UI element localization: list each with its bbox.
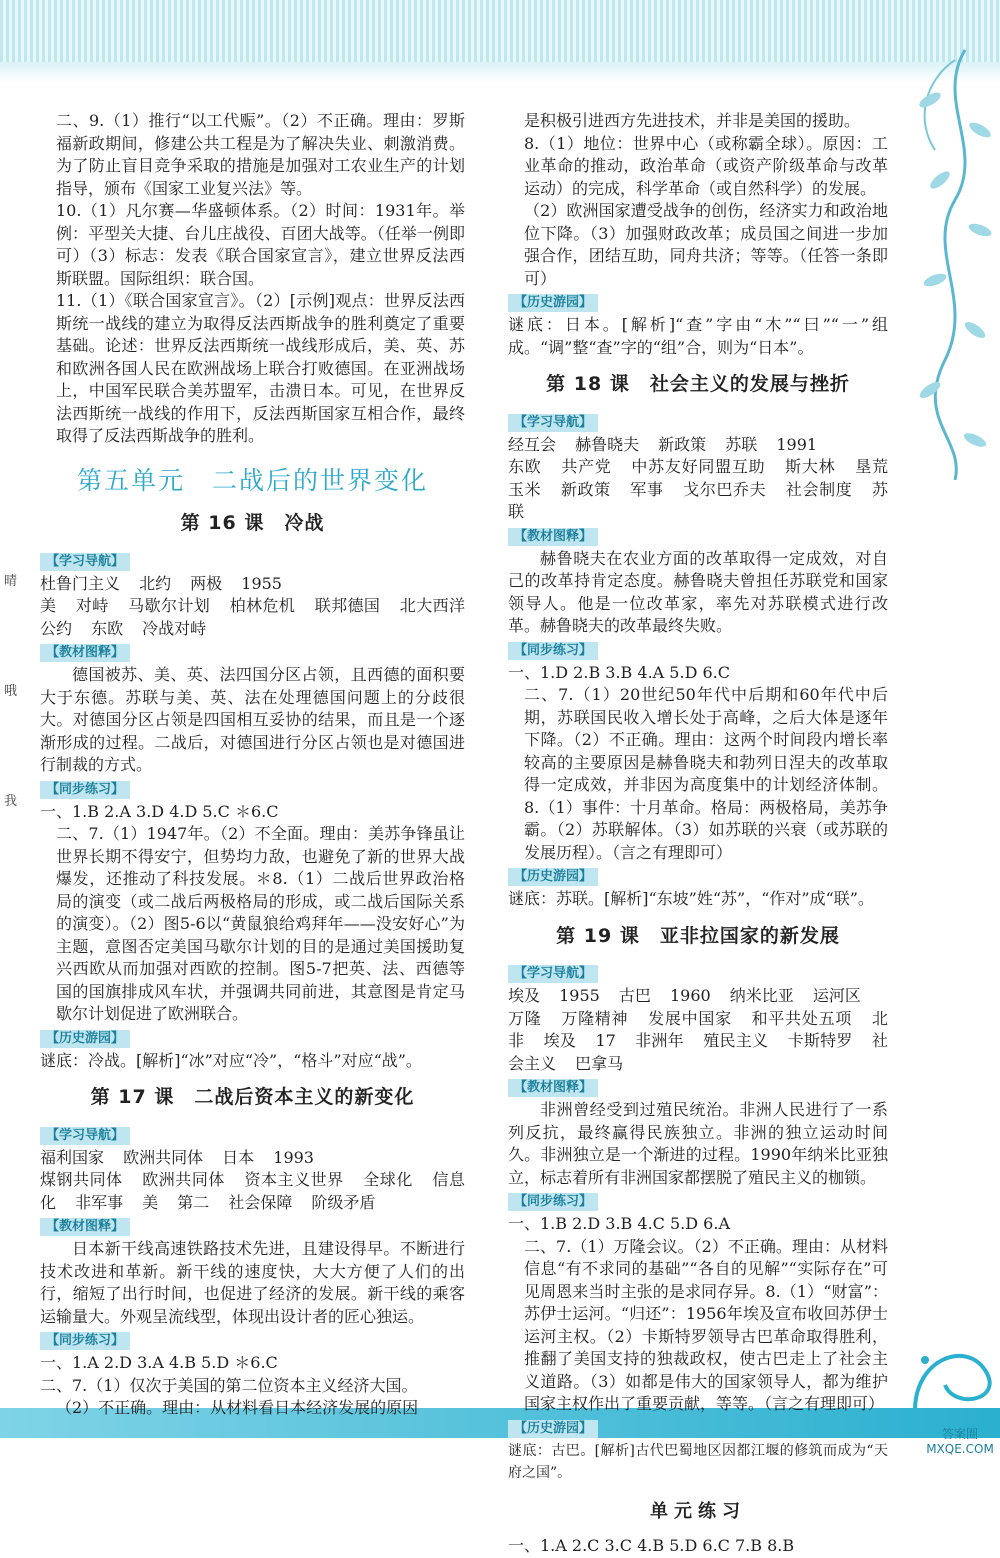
practice-answers: 一、1.D 2.B 3.B 4.A 5.D 6.C (508, 662, 730, 682)
section-tag: 【同步练习】 (40, 1332, 130, 1350)
riddle-answer: 谜底：冷战。[解析]“冰”对应“冷”，“格斗”对应“战”。 (40, 1050, 422, 1070)
margin-mark: 我 (4, 794, 18, 809)
section-tag: 【同步练习】 (40, 781, 130, 799)
lesson-18-title: 第 18 课 社会主义的发展与挫折 (546, 373, 850, 395)
top-band-fade (0, 62, 1000, 82)
keywords: 杜鲁门主义 北约 两极 1955 (40, 573, 282, 593)
lesson-17-title: 第 17 课 二战后资本主义的新变化 (90, 1086, 415, 1108)
margin-mark: 晴 (4, 574, 18, 589)
left-column (40, 110, 465, 1420)
riddle-answer: 谜底：古巴。[解析]古代巴蜀地区因都江堰的修筑而成为“天府之国”。 (508, 1442, 888, 1481)
practice-answers: 二、7.（1）仅次于美国的第二位资本主义经济大国。 (40, 1375, 418, 1395)
vine-decoration-icon (895, 40, 995, 480)
section-tag: 【教材图释】 (508, 528, 598, 546)
corner-swirl-icon (905, 1330, 1000, 1420)
section-tag: 【学习导航】 (508, 414, 598, 432)
watermark: 答案圈 MXQE.COM (926, 1427, 994, 1456)
riddle-answer: 谜底：苏联。[解析]“东坡”姓“苏”，“作对”成“联”。 (508, 889, 874, 908)
practice-answers: 一、1.B 2.D 3.B 4.C 5.D 6.A (508, 1214, 730, 1233)
lesson-19-title: 第 19 课 亚非拉国家的新发展 (556, 924, 840, 947)
section-tag: 【历史游园】 (40, 1030, 130, 1048)
keywords: 煤钢共同体 欧洲共同体 资本主义世界 全球化 信息化 非军事 美 第二 社会保障 阶级矛盾 (40, 1170, 465, 1212)
unit-practice-title: 单元练习 (650, 1500, 746, 1522)
section-tag: 【学习导航】 (40, 553, 130, 571)
section-tag: 【教材图释】 (40, 644, 130, 662)
answer-ex2-9: 二、9.（1）推行“以工代赈”。（2）不正确。理由：罗斯福新政期间，修建公共工程是为了解决失业、刺激消费。为了防止盲目竞争采取的措施是加强对工农业生产的计划指导，颁布《国家工业复兴法》等。 (56, 111, 465, 198)
practice-answers: 一、1.B 2.A 3.D 4.D 5.C ＊6.C (40, 801, 279, 821)
figure-explanation: 非洲曾经受到过殖民统治。非洲人民进行了一系列反抗，最终赢得民族独立。非洲的独立运动时间久。非洲独立是一个渐进的过程。1990年纳米比亚独立，标志着所有非洲国家都摆脱了殖民主义的枷锁。 (508, 1100, 888, 1187)
section-tag: 【教材图释】 (508, 1079, 598, 1097)
keywords: 万隆 万隆精神 发展中国家 和平共处五项 北非 埃及 17 非洲年 殖民主义 卡斯特罗 社会主义 巴拿马 (508, 1008, 888, 1073)
keywords: 经互会 赫鲁晓夫 新政策 苏联 1991 (508, 434, 818, 454)
figure-explanation: 日本新干线高速铁路技术先进，且建设得早。不断进行技术改进和革新。新干线的速度快，大大方便了人们的出行，缩短了出行时间，也促进了经济的发展。新干线的乘客运输量大。外观呈流线型，体现出设计者的匠心独运。 (40, 1239, 465, 1326)
practice-answers: 二、7.（1）万隆会议。（2）不正确。理由：从材料信息“有不求同的基础”“各自的见解”“实际存在”可见周恩来当时主张的是求同存异。8.（1）“财富”：苏伊士运河。“归还”：1956年埃及宣布收回苏伊士运河主权。（2）卡斯特罗领导古巴革命取得胜利，推翻了美国支持的独裁政权，使古巴走上了社会主义道路。（3）如都是伟大的国家领导人，都为维护国家主权作出了重要贡献，等等。（言之有理即可） (524, 1236, 888, 1413)
right-column (508, 110, 888, 1558)
figure-explanation: 德国被苏、美、英、法四国分区占领，且西德的面积要大于东德。苏联与美、英、法在处理德国问题上的分歧很大。对德国分区占领是四国相互妥协的结果，而且是一个逐渐形成的过程。二战后，对德国进行分区占领也是对德国进行制裁的方式。 (40, 665, 465, 774)
margin-mark: 哦 (4, 684, 18, 699)
lesson-16-title: 第 16 课 冷战 (180, 512, 325, 534)
section-tag: 【教材图释】 (40, 1218, 130, 1236)
section-tag: 【学习导航】 (40, 1127, 130, 1145)
answer-ex10: 10.（1）凡尔赛—华盛顿体系。（2）时间：1931年。举例：平型关大捷、台儿庄战役、百团大战等。（任举一例即可）（3）标志：发表《联合国家宣言》，建立世界反法西斯联盟。国际组织：联合国。 (56, 201, 465, 288)
practice-answers: 二、7.（1）20世纪50年代中后期和60年代中后期，苏联国民收入增长处于高峰，之后大体是逐年下降。（2）不正确。理由：这两个时间段内增长率较高的主要原因是赫鲁晓夫和勃列日涅夫的改革取得一定成效，并非因为高度集中的计划经济体制。8.（1）事件：十月革命。格局：两极格局，美苏争霸。（2）苏联解体。（3）如苏联的兴衰（或苏联的发展历程）。（言之有理即可） (524, 685, 888, 862)
section-tag: 【学习导航】 (508, 965, 598, 983)
unit-title: 第五单元 二战后的世界变化 (76, 465, 428, 495)
answer-ex8: 8.（1）地位：世界中心（或称霸全球）。原因：工业革命的推动，政治革命（或资产阶级革命与改革运动）的完成，科学革命（或自然科学）的发展。 (524, 133, 888, 198)
practice-answers: 二、7.（1）1947年。（2）不全面。理由：美苏争锋虽让世界长期不得安宁，但势均力敌，也避免了新的世界大战爆发，还推动了科技发展。＊8.（1）二战后世界政治格局的演变（或二战后两极格局的形成，或二战后国际关系的演变）。（2）图5-6以“黄鼠狼给鸡拜年——没安好心”为主题，意图否定美国马歇尔计划的目的是通过美国援助复兴西欧从而加强对西欧的控制。图5-7把英、法、西德等国的国旗排成风车状，并强调共同前进，其意图是肯定马歇尔计划促进了欧洲联合。 (56, 824, 465, 1023)
keywords: 东欧 共产党 中苏友好同盟互助 斯大林 垦荒 玉米 新政策 军事 戈尔巴乔夫 社会制度 苏联 (508, 457, 888, 521)
answer-ex8: （2）欧洲国家遭受战争的创伤，经济实力和政治地位下降。（3）加强财政改革；成员国之间进一步加强合作，团结互助，同舟共济；等等。（任答一条即可） (524, 201, 888, 288)
section-tag: 【同步练习】 (508, 1193, 598, 1211)
practice-answers: （2）不正确。理由：从材料看日本经济发展的原因 (56, 1398, 419, 1417)
keywords: 福利国家 欧洲共同体 日本 1993 (40, 1147, 314, 1167)
top-decorative-band (0, 0, 1000, 62)
section-tag: 【历史游园】 (508, 868, 598, 886)
answer-ex11: 11.（1）《联合国家宣言》。（2）[示例]观点：世界反法西斯统一战线的建立为取得反法西斯战争的胜利奠定了重要基础。论述：世界反法西斯统一战线形成后，美、英、苏和欧洲各国人民在欧洲战场上联合打败德国。在亚洲战场上，中国军民联合美苏盟军，击溃日本。可见，在世界反法西斯统一战线的作用下，反法西斯国家互相合作，最终取得了反法西斯战争的胜利。 (56, 291, 465, 445)
keywords: 埃及 1955 古巴 1960 纳米比亚 运河区 (508, 986, 861, 1005)
riddle-answer: 谜底：日本。[解析]“查”字由“木”“曰”“一”组成。“调”整“查”字的“组”合，则为“日本”。 (508, 315, 888, 357)
answer-continued: 是积极引进西方先进技术，并非是美国的援助。 (524, 111, 861, 130)
section-tag: 【历史游园】 (508, 294, 598, 312)
keywords: 美 对峙 马歇尔计划 柏林危机 联邦德国 北大西洋公约 东欧 冷战对峙 (40, 596, 465, 638)
section-tag: 【历史游园】 (508, 1420, 598, 1438)
practice-answers: 一、1.A 2.C 3.C 4.B 5.D 6.C 7.B 8.B (508, 1536, 795, 1555)
section-tag: 【同步练习】 (508, 642, 598, 660)
practice-answers: 一、1.A 2.D 3.A 4.B 5.D ＊6.C (40, 1353, 278, 1372)
figure-explanation: 赫鲁晓夫在农业方面的改革取得一定成效，对自己的改革持肯定态度。赫鲁晓夫曾担任苏联党和国家领导人。他是一位改革家，率先对苏联模式进行改革。赫鲁晓夫的改革最终失败。 (508, 548, 888, 635)
